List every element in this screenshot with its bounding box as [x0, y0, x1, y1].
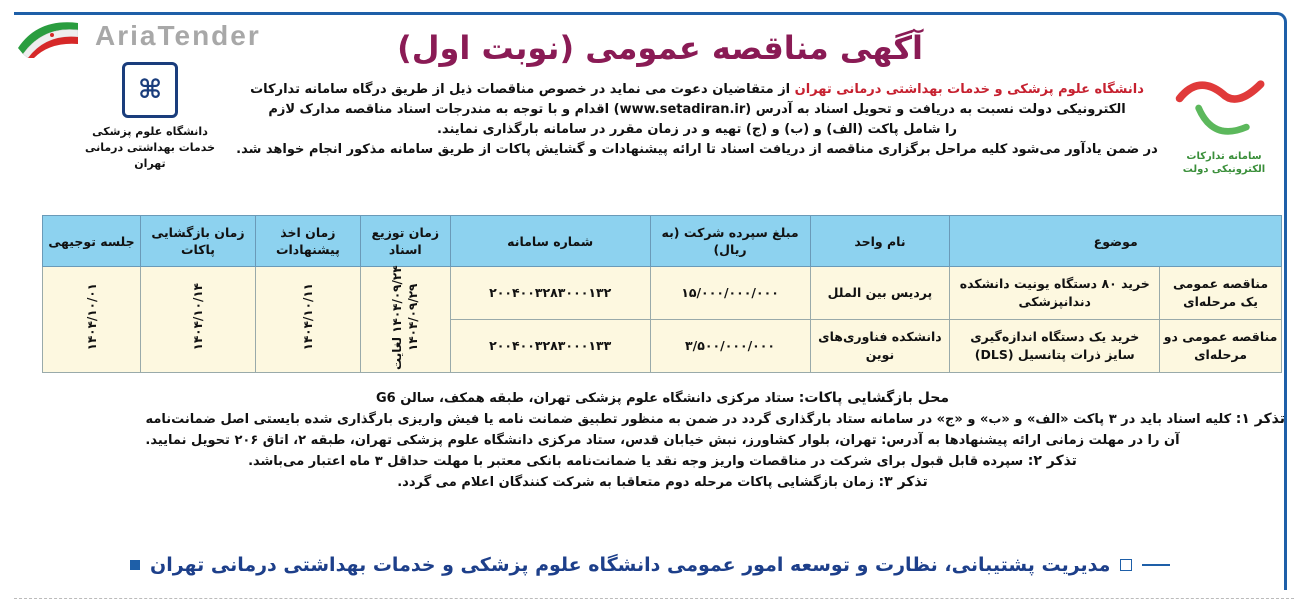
intro-org: دانشگاه علوم پزشکی و خدمات بهداشتی درمانی تهران: [794, 82, 1144, 97]
tender-table: [42, 215, 1282, 373]
table-header-row: [43, 216, 1282, 267]
intro-line-4: در ضمن یادآور می‌شود کلیه مراحل برگزاری مناقصه از دریافت اسناد تا ارائه پیشنهادات و گشایش پاکات از طریق سامانه مذکور انجام خواهد شد.: [236, 142, 1158, 157]
proposals-date: ۱۴۰۴/۱۰/۱۱: [300, 283, 315, 351]
row-system-number: ۲۰۰۴۰۰۳۲۸۳۰۰۰۱۳۳: [450, 320, 650, 373]
square-icon: [1120, 559, 1132, 571]
note-2-label: تذکر ۲:: [1027, 453, 1077, 469]
intro-line-2: الکترونیکی دولت نسبت به دریافت و تحویل اسناد به آدرس (www.setadiran.ir) اقدام و با توجه به مندرجات اسناد مناقصه مدارک لازم: [268, 102, 1126, 117]
divider: [14, 598, 1294, 599]
watermark: AriaTender: [95, 20, 261, 51]
briefing-date: ۱۴۰۴/۱۰/۰۱: [84, 283, 99, 351]
footer-text: مدیریت پشتیبانی، نظارت و توسعه امور عمومی دانشگاه علوم پزشکی و خدمات بهداشتی درمانی تهران: [150, 554, 1111, 576]
place-label: محل بازگشایی پاکات:: [798, 390, 950, 406]
notes: [40, 388, 1285, 493]
note-1b: آن را در مهلت زمانی ارائه پیشنهادها به آدرس: تهران، بلوار کشاورز، نبش خیابان قدس، ستاد مرکزی دانشگاه علوم پزشکی تهران، طبقه ۲، اتاق ۲۰۶ تحویل نمایید.: [145, 433, 1180, 448]
note-2: سپرده قابل قبول برای شرکت در مناقصات واریز وجه نقد یا ضمانت‌نامه بانکی معتبر با مهلت حداقل ۳ ماه اعتبار می‌باشد.: [248, 454, 1028, 469]
header-briefing: جلسه توجیهی: [43, 216, 141, 267]
logo-line-2: خدمات بهداشتی درمانی تهران: [84, 141, 216, 170]
footer: [130, 552, 1170, 578]
header-subject: موضوع: [950, 216, 1282, 267]
row-deposit: ۳/۵۰۰/۰۰۰/۰۰۰: [650, 320, 810, 373]
row-subject: خرید ۸۰ دستگاه یونیت دانشکده دندانپزشکی: [950, 267, 1160, 320]
header-distribution: زمان توزیع اسناد: [360, 216, 450, 267]
university-logo: [70, 62, 230, 172]
note-3-label: تذکر ۳:: [878, 474, 928, 490]
row-subject: خرید یک دستگاه اندازه‌گیری سایز ذرات پتانسیل (DLS): [950, 320, 1160, 373]
setad-logo-icon: [1170, 68, 1275, 148]
table-row: [43, 267, 1282, 320]
intro-line-1: از متقاضیان دعوت می نماید در خصوص مناقصات ذیل از طریق درگاه سامانه تدارکات: [250, 82, 795, 97]
note-1-label: تذکر ۱:: [1235, 411, 1285, 427]
place-text: ستاد مرکزی دانشگاه علوم پزشکی تهران، طبقه همکف، سالن G6: [375, 391, 799, 406]
intro-text: [232, 80, 1162, 160]
university-emblem-icon: ⌘: [122, 62, 178, 118]
note-1a: کلیه اسناد باید در ۳ پاکت «الف» و «ب» و «ج» در سامانه ستاد بارگذاری گردد در ضمن به منظور تطبیق ضمانت نامه یا فیش واریزی بارگذاری شده بایستی اصل ضمانت‌نامه: [145, 412, 1236, 427]
note-3: زمان بازگشایی پاکات مرحله دوم متعاقبا به شرکت کنندگان اعلام می گردد.: [397, 475, 879, 490]
setad-logo-text: سامانه تدارکات الکترونیکی دولت: [1182, 151, 1266, 175]
opening-date: ۱۴۰۴/۱۰/۱۴: [190, 283, 205, 351]
row-unit: پردیس بین الملل: [810, 267, 950, 320]
header-unit: نام واحد: [810, 216, 950, 267]
header-deposit: مبلغ سپرده شرکت (به ریال): [650, 216, 810, 267]
page-title: آگهی مناقصه عمومی (نوبت اول): [397, 29, 923, 67]
footer-line: [1142, 564, 1170, 566]
row-deposit: ۱۵/۰۰۰/۰۰۰/۰۰۰: [650, 267, 810, 320]
header-system-number: شماره سامانه: [450, 216, 650, 267]
row-type: مناقصه عمومی دو مرحله‌ای: [1160, 320, 1282, 373]
iran-flag-icon: [18, 18, 78, 58]
header-proposals: زمان اخذ پیشنهادات: [255, 216, 360, 267]
intro-line-3: را شامل پاکت (الف) و (ب) و (ج) تهیه و در زمان مقرر در سامانه بارگذاری نمایند.: [437, 122, 957, 137]
logo-line-1: دانشگاه علوم پزشکی: [92, 125, 208, 138]
square-filled-icon: [130, 560, 140, 570]
distribution-dates: ۱۴۰۴/۰۹/۲۴ لغایت ۱۴۰۴/۰۹/۲۹: [390, 264, 421, 370]
row-system-number: ۲۰۰۴۰۰۳۲۸۳۰۰۰۱۳۲: [450, 267, 650, 320]
header-opening: زمان بازگشایی پاکات: [141, 216, 256, 267]
row-unit: دانشکده فناوری‌های نوین: [810, 320, 950, 373]
row-type: مناقصه عمومی یک مرحله‌ای: [1160, 267, 1282, 320]
